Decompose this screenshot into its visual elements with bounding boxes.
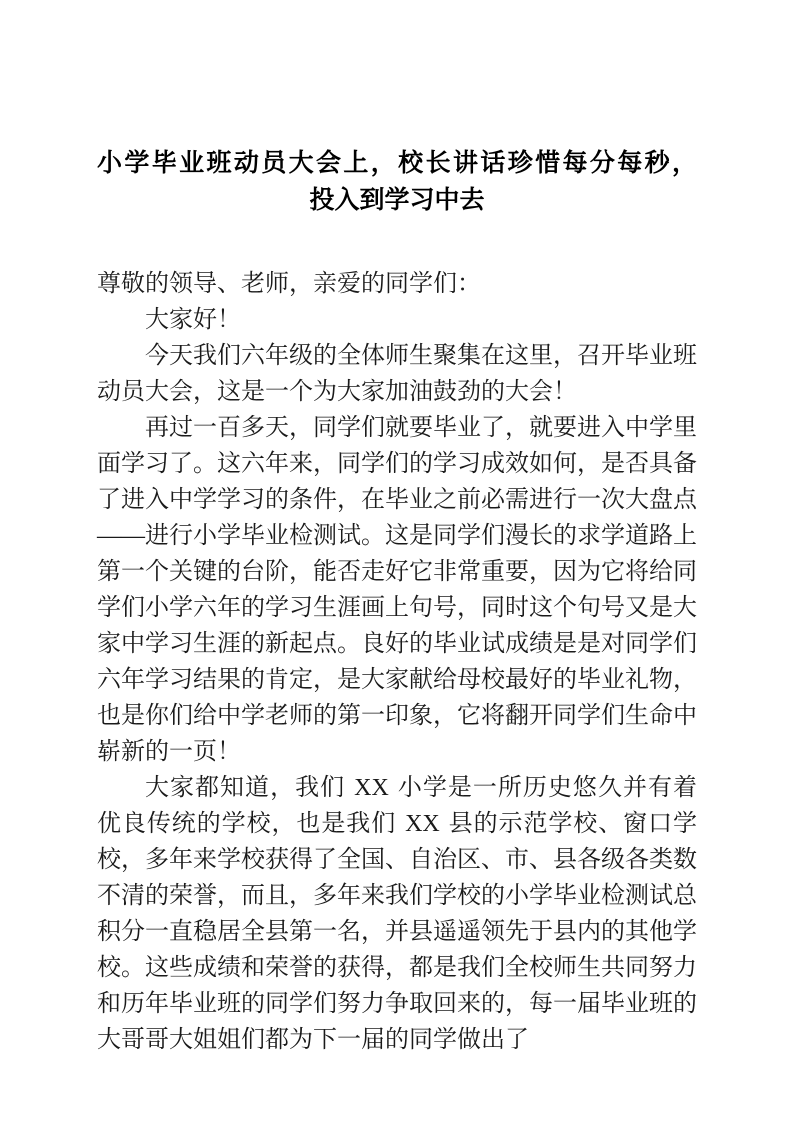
document-title	[97, 145, 697, 219]
document-content	[97, 145, 697, 1058]
document-body	[97, 266, 697, 1058]
document-title-line-1: 小学毕业班动员大会上，校长讲话珍惜每分每秒，	[97, 149, 697, 177]
latin-run: XX	[405, 811, 440, 837]
paragraph: 大家都知道，我们 XX 小学是一所历史悠久并有着优良传统的学校，也是我们 XX 县的示范学校、窗口学校，多年来学校获得了全国、自治区、市、县各级各类数不清的荣誉，而且，多年来我们学校的小学毕业检测试总积分一直稳居全县第一名，并县遥遥领先于县内的其他学校。这些成绩和荣誉的获得，都是我们全校师生共同努力和历年毕业班的同学们努力争取回来的，每一届毕业班的大哥哥大姐姐们都为下一届的同学做出了	[97, 775, 698, 1053]
paragraph: 再过一百多天，同学们就要毕业了，就要进入中学里面学习了。这六年来，同学们的学习成效如何，是否具备了进入中学学习的条件，在毕业之前必需进行一次大盘点——进行小学毕业检测试。这是同学们漫长的求学道路上第一个关键的台阶，能否走好它非常重要，因为它将给同学们小学六年的学习生涯画上句号，同时这个句号又是大家中学习生涯的新起点。良好的毕业试成绩是是对同学们六年学习结果的肯定，是大家献给母校最好的毕业礼物，也是你们给中学老师的第一印象，它将翻开同学们生命中崭新的一页！	[97, 415, 697, 765]
document-title-line-2: 投入到学习中去	[309, 186, 485, 214]
paragraph: 今天我们六年级的全体师生聚集在这里，召开毕业班动员大会，这是一个为大家加油鼓劲的大会！	[97, 343, 697, 405]
paragraph: 大家好！	[145, 307, 241, 333]
paragraph: 尊敬的领导、老师，亲爱的同学们：	[97, 271, 481, 297]
latin-run: XX	[354, 775, 389, 801]
